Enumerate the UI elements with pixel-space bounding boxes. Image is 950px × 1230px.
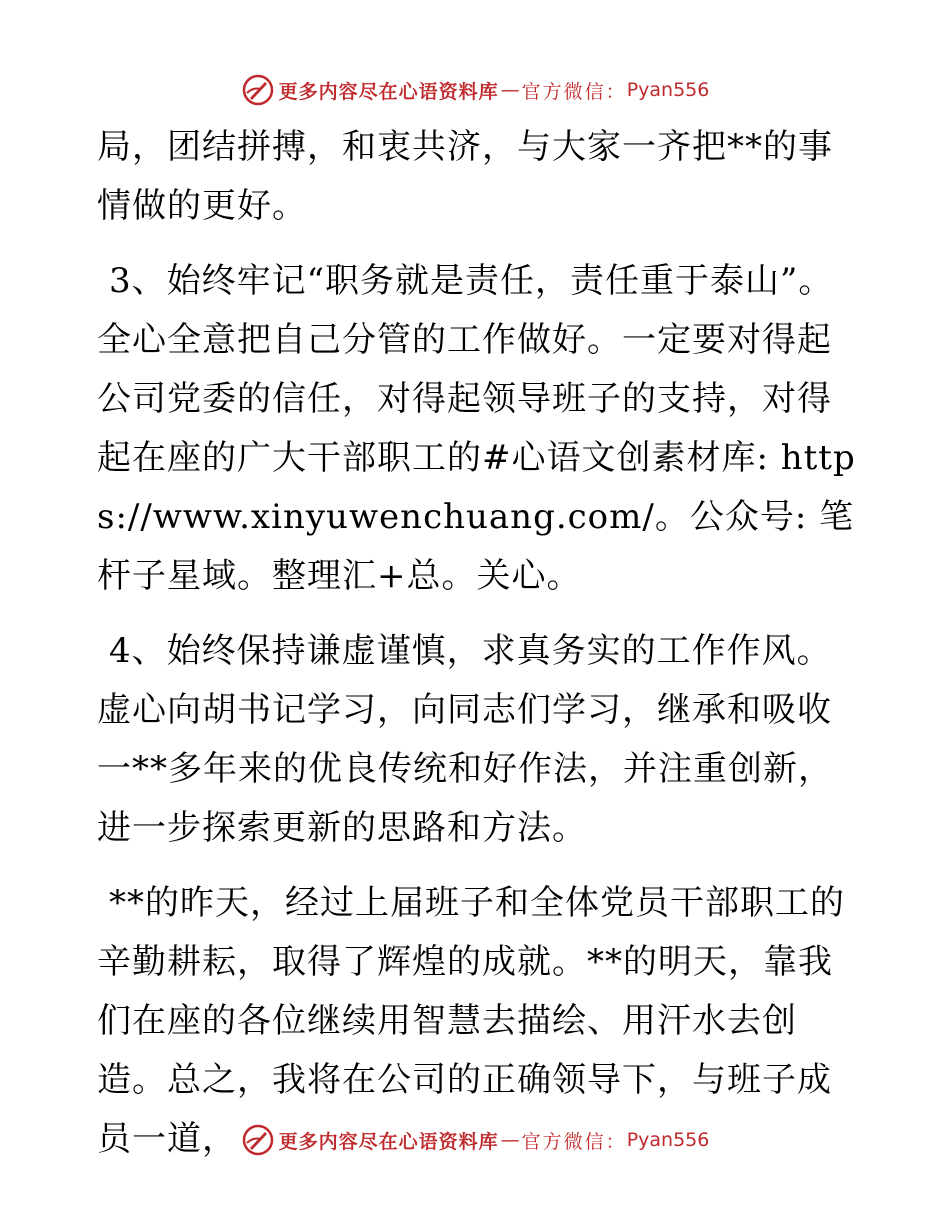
footer-banner (0, 1120, 950, 1160)
header-banner (0, 70, 950, 110)
paragraph-3: 4、始终保持谦虚谨慎，求真务实的工作作风。虚心向胡书记学习，向同志们学习，继承和吸收一**多年来的优良传统和好作法，并注重创新，进一步探索更新的思路和方法。 (97, 631, 833, 848)
banner-site-text: 更多内容尽在心语资料库 (278, 1130, 499, 1153)
banner-wechat-id: Pyan556 (626, 79, 710, 101)
paragraph-1: 局，团结拼搏，和衷共济，与大家一齐把**的事情做的更好。 (97, 127, 833, 226)
banner-wechat-label: 官方微信： (521, 1130, 627, 1153)
paragraph-4: **的昨天，经过上届班子和全体党员干部职工的辛勤耕耘，取得了辉煌的成就。**的明天，靠我们在座的各位继续用智慧去描绘、用汗水去创造。总之，我将在公司的正确领导下，与班子成员一道， (97, 883, 845, 1159)
banner-site-text: 更多内容尽在心语资料库 (278, 80, 499, 103)
banner-wechat-id: Pyan556 (626, 1129, 710, 1151)
banner-dash: — (500, 1129, 520, 1151)
feather-pen-logo-icon (241, 1123, 275, 1157)
feather-pen-logo-icon (241, 73, 275, 107)
paragraph-2: 3、始终牢记“职务就是责任，责任重于泰山”。全心全意把自己分管的工作做好。一定要对得起公司党委的信任，对得起领导班子的支持，对得起在座的广大干部职工的#心语文创素材库: https://www.xinyuwenchuang.com/。公众号: 笔杆子星域。整理汇+总。关心。 (97, 261, 856, 596)
document-body (97, 118, 857, 1185)
banner-dash: — (500, 79, 520, 101)
banner-wechat-label: 官方微信： (521, 80, 627, 103)
